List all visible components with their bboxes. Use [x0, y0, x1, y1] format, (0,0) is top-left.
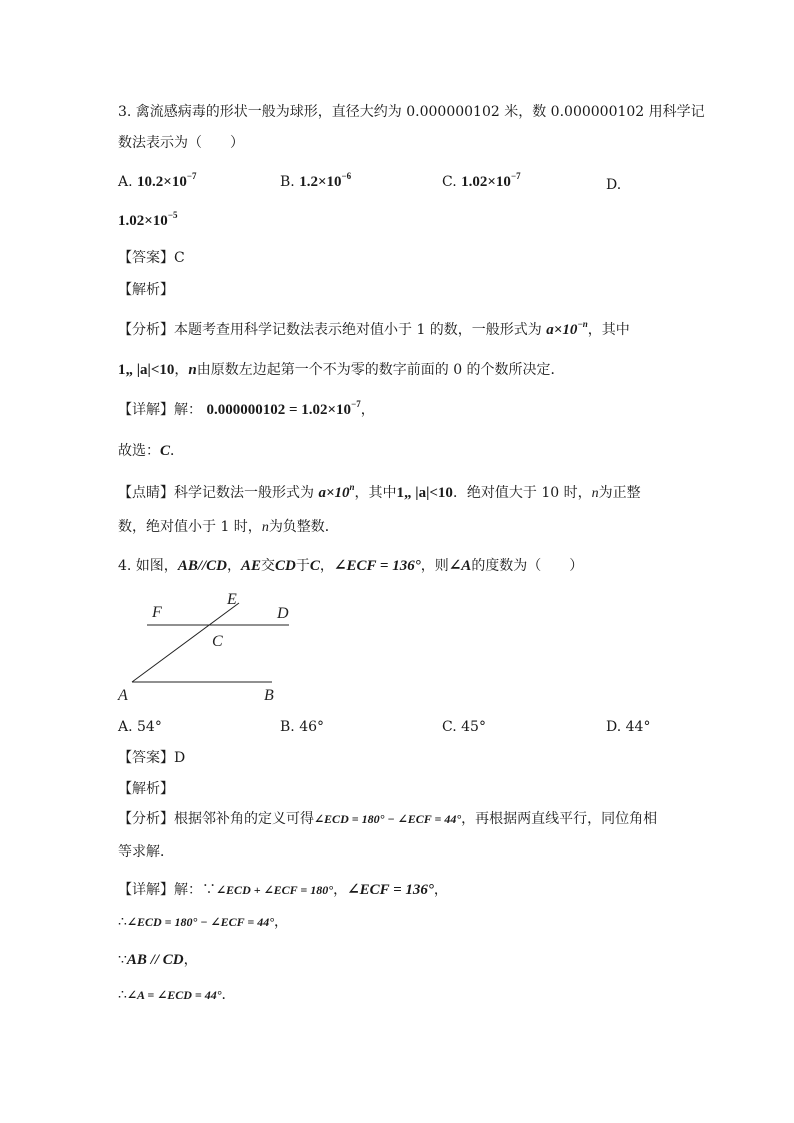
q4-analysis-line2: 等求解． [118, 844, 174, 860]
answer-value: C [174, 250, 185, 266]
q3-analysis-line1: 【分析】本题考查用科学记数法表示绝对值小于 1 的数，一般形式为 $a\times 10^{-n}$，其中 [118, 319, 630, 338]
option-value: $1.2\times 10^{-6}$ [299, 171, 352, 190]
q4-detail-line1: 【详解】解：∵∠ECD + ∠ECF = 180°，∠ECF = 136°， [118, 882, 448, 898]
answer-label: 【答案】 [118, 250, 174, 266]
option-value: $10.2\times 10^{-7}$ [137, 171, 197, 190]
line-ae [132, 603, 239, 682]
q3-analysis-line2: 1„ |a|<10，n由原数左边起第一个不为零的数字前面的 0 的个数所决定． [118, 362, 565, 378]
label-b: B [264, 687, 274, 704]
option-value: $1.02\times 10^{-7}$ [461, 171, 521, 190]
q3-tip-line1: 【点睛】科学记数法一般形式为 $a\times 10^n$，其中1„ |a|<10．绝对值大于 10 时，n为正整 [118, 482, 641, 501]
label-a: A [118, 687, 128, 704]
q3-option-d-value: $1.02\times 10^{-5}$ [118, 210, 178, 229]
q3-tip-line2: 数，绝对值小于 1 时，n为负整数． [118, 519, 339, 535]
q4-option-a: A. 54° [118, 719, 162, 735]
q4-answer [118, 748, 185, 768]
option-label: A. [118, 174, 133, 190]
q4-detail-line3: ∵AB // CD， [118, 952, 198, 968]
q3-detail: 【详解】解： $0.000000102 = 1.02\times 10^{-7}$， [118, 399, 375, 418]
q3-choose: 故选：C． [118, 443, 185, 459]
q3-option-a [118, 172, 196, 192]
q3-answer [118, 248, 185, 268]
q4-analysis-heading: 【解析】 [118, 781, 174, 797]
q3-stem-line2: 数法表示为（ ） [118, 135, 244, 151]
q4-analysis-line1: 【分析】根据邻补角的定义可得∠ECD = 180° − ∠ECF = 44°，再根据两直线平行，同位角相 [118, 811, 658, 827]
q4-option-c: C. 45° [442, 719, 486, 735]
q3-option-b [280, 172, 351, 192]
answer-value: D [174, 750, 186, 766]
label-f: F [152, 604, 162, 621]
answer-label: 【答案】 [118, 750, 174, 766]
q3-stem-line1: 3. 禽流感病毒的形状一般为球形，直径大约为 0.000000102 米，数 0.000000102 用科学记 [118, 104, 705, 120]
q3-option-d-label: D. [606, 177, 622, 193]
q4-detail-line2: ∴∠ECD = 180° − ∠ECF = 44°， [118, 914, 289, 930]
q4-detail-line4: ∴∠A = ∠ECD = 44°． [118, 987, 236, 1003]
label-c: C [212, 633, 223, 650]
q4-option-d: D. 44° [606, 719, 651, 735]
option-label: B. [280, 174, 295, 190]
label-e: E [227, 591, 237, 608]
q4-stem: 4. 如图，AB//CD，AE交CD于C，∠ECF = 136°，则∠A的度数为（ ） [118, 558, 584, 574]
q4-option-b: B. 46° [280, 719, 325, 735]
q3-analysis-heading: 【解析】 [118, 282, 174, 298]
label-d: D [277, 605, 289, 622]
geometry-figure [112, 586, 312, 706]
option-label: C. [442, 174, 457, 190]
q3-option-c [442, 172, 521, 192]
